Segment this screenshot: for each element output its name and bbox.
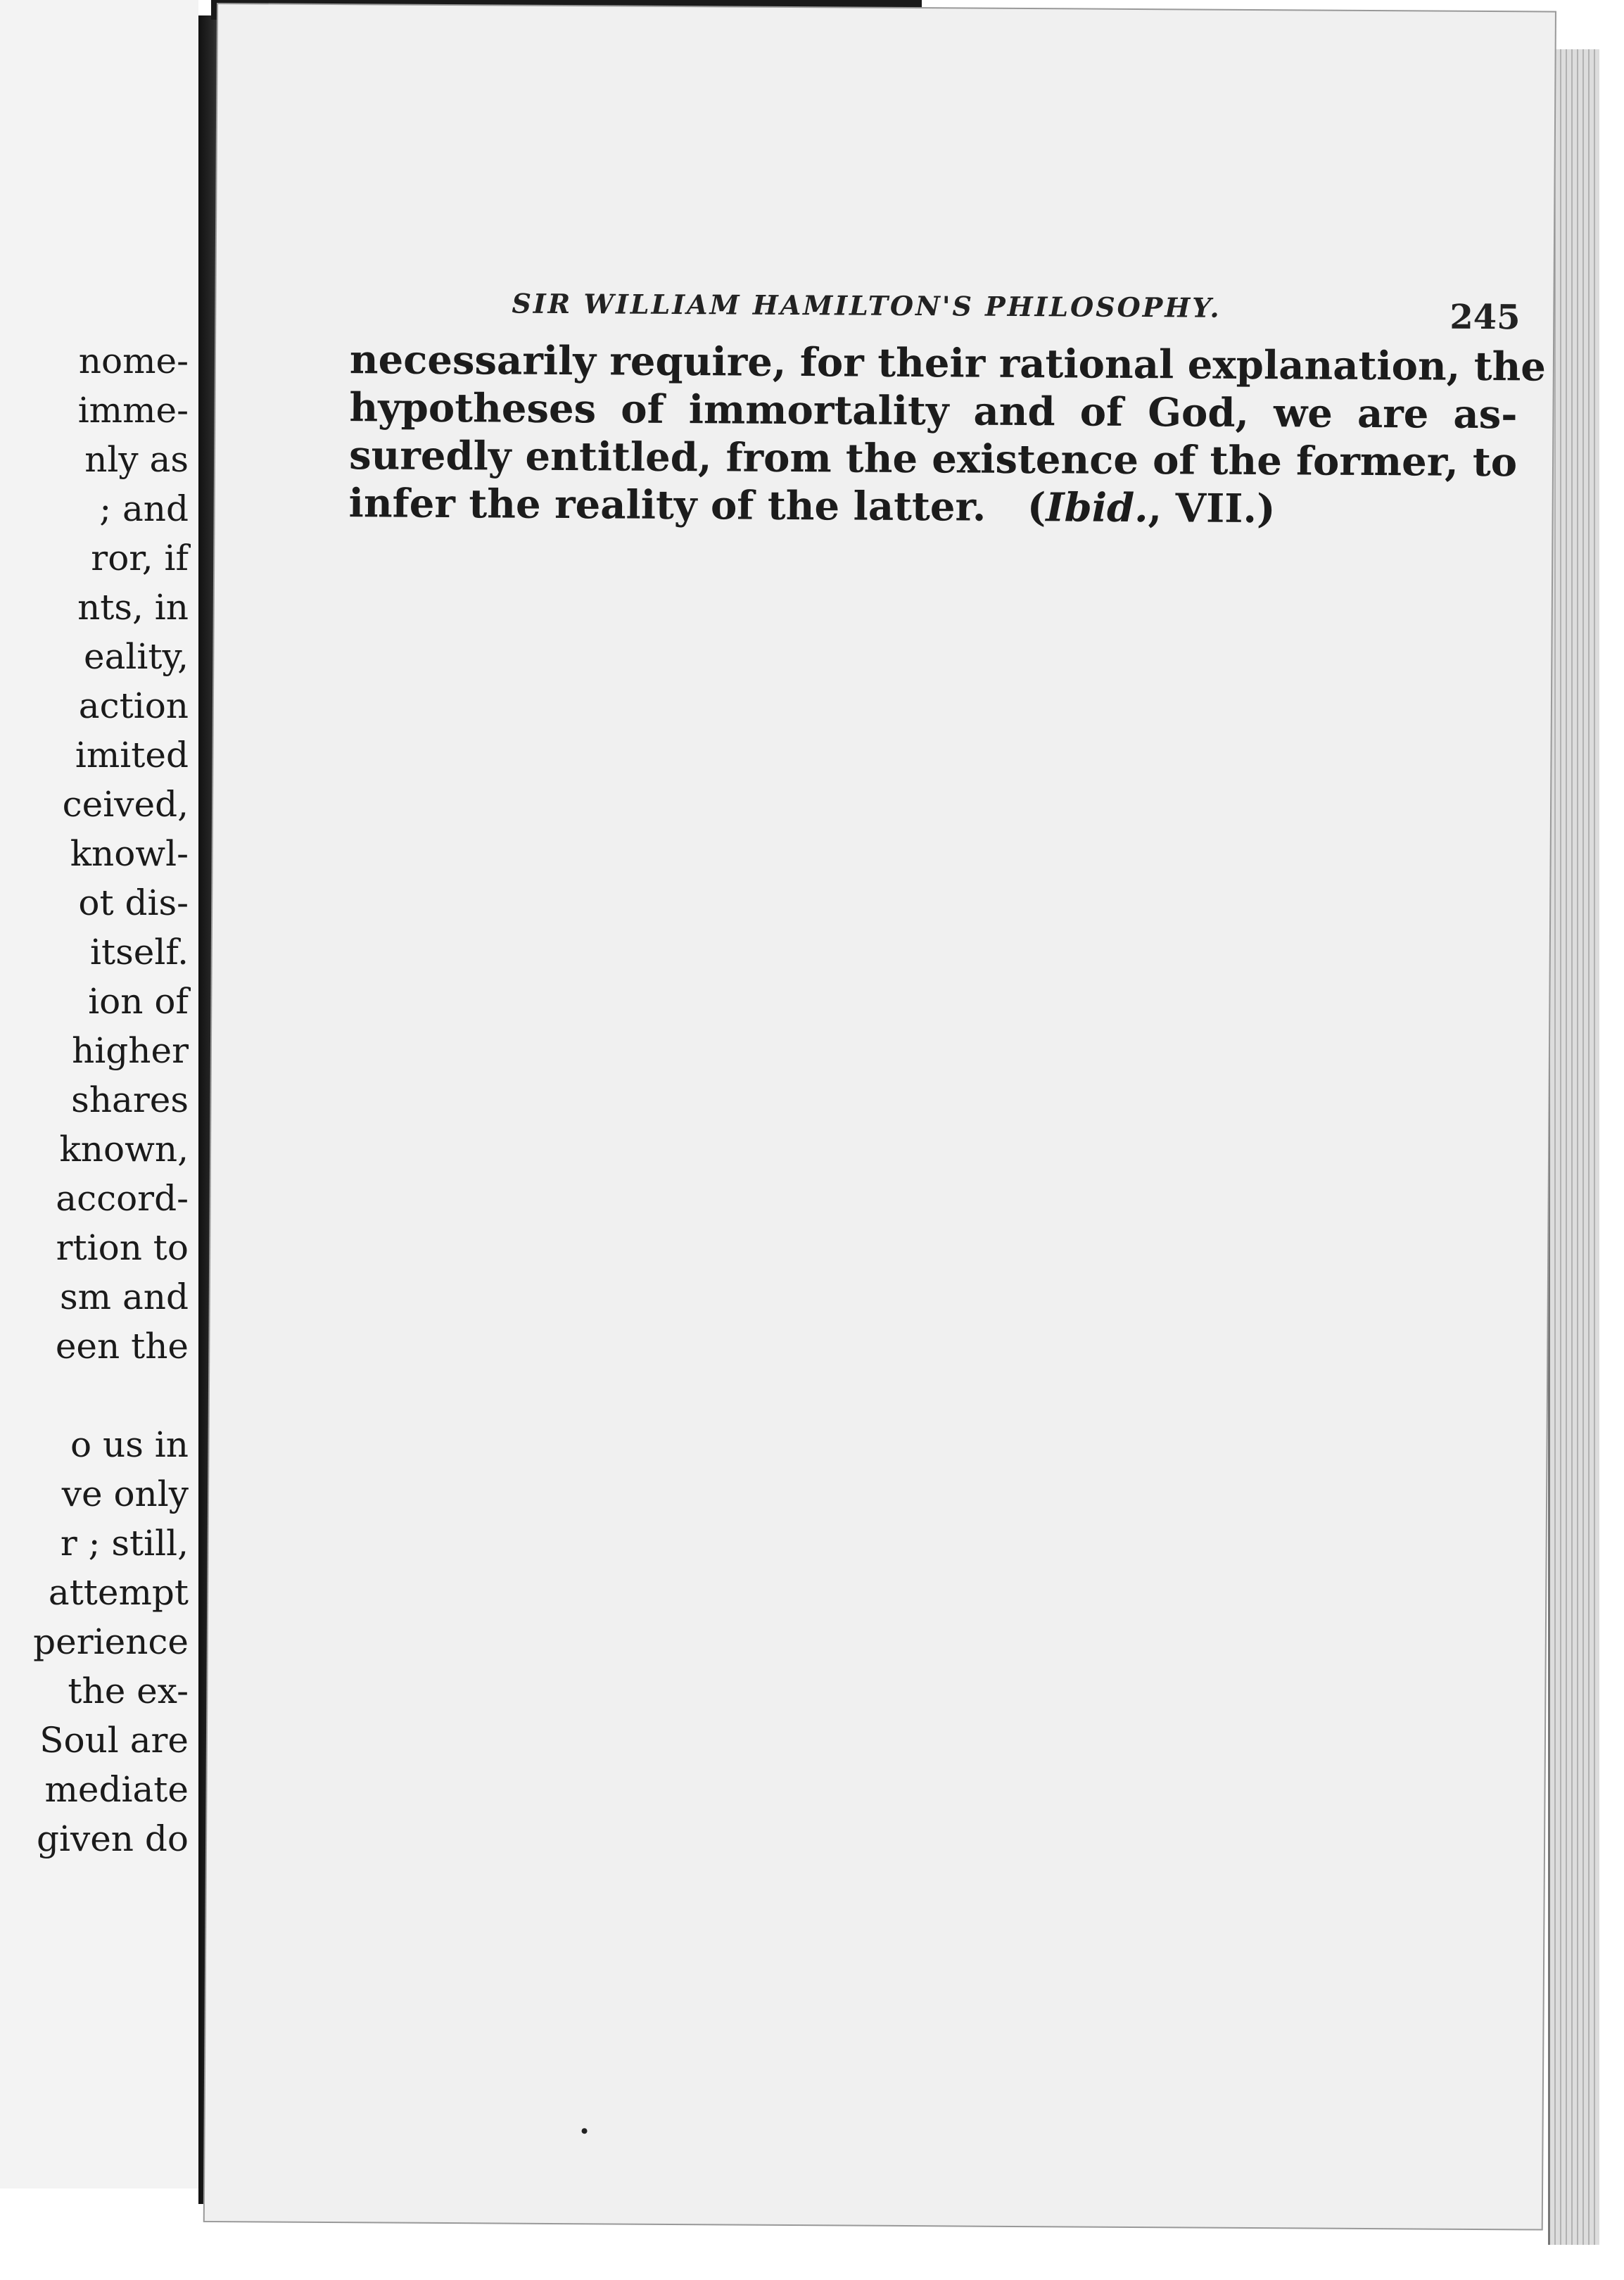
citation-open: ( bbox=[1027, 484, 1046, 531]
left-page-line bbox=[33, 1371, 189, 1420]
left-page-line: action bbox=[78, 685, 189, 726]
left-page-line: imme- bbox=[77, 390, 189, 431]
left-page-line: ion of bbox=[88, 981, 189, 1022]
left-page-line: itself. bbox=[90, 932, 189, 973]
left-page-line: mediate bbox=[44, 1769, 189, 1810]
left-page-line: ror, if bbox=[91, 538, 189, 578]
left-page-line: eality, bbox=[84, 636, 189, 677]
left-page-line: rtion to bbox=[56, 1227, 189, 1268]
citation-rest: , VII.) bbox=[1148, 485, 1276, 533]
left-page-line: ceived, bbox=[62, 784, 189, 825]
left-page-line: given do bbox=[36, 1818, 189, 1859]
running-head: SIR WILLIAM HAMILTON'S PHILOSOPHY. bbox=[512, 287, 1222, 324]
left-page-line: known, bbox=[59, 1129, 189, 1170]
left-page-line: ve only bbox=[61, 1474, 189, 1514]
citation-ibid: Ibid. bbox=[1046, 484, 1148, 532]
left-page-line: ot dis- bbox=[78, 882, 189, 923]
left-page-line: o us in bbox=[70, 1424, 189, 1465]
ink-speck bbox=[582, 2128, 588, 2134]
left-page-line: nly as bbox=[84, 439, 189, 480]
page-number: 245 bbox=[1449, 297, 1521, 338]
left-facing-page bbox=[0, 0, 198, 2189]
left-page-line: shares bbox=[71, 1079, 189, 1120]
body-line-3: suredly entitled, from the existence of the former, to bbox=[348, 432, 1518, 486]
left-page-line: nts, in bbox=[77, 587, 189, 628]
left-page-line: Soul are bbox=[39, 1720, 189, 1761]
body-line-1: necessarily require, for their rational explanation, the bbox=[349, 336, 1547, 391]
right-page bbox=[205, 4, 1555, 2229]
left-page-text bbox=[33, 336, 189, 1863]
left-page-line: higher bbox=[72, 1030, 189, 1071]
citation bbox=[1027, 484, 1276, 532]
body-line-2: hypotheses of immortality and of God, we are as- bbox=[349, 384, 1518, 438]
page-edges bbox=[1548, 49, 1599, 2245]
left-page-line: perience bbox=[33, 1621, 189, 1662]
body-line-4 bbox=[348, 479, 1516, 534]
left-page-line: attempt bbox=[48, 1572, 189, 1613]
body-text bbox=[348, 336, 1547, 534]
left-page-line: knowl- bbox=[70, 833, 189, 874]
left-page-line: ; and bbox=[99, 488, 189, 529]
left-page-line: sm and bbox=[60, 1277, 189, 1317]
body-line-4-text: infer the reality of the latter. bbox=[348, 480, 987, 531]
left-page-line: r ; still, bbox=[60, 1523, 189, 1564]
left-page-line: accord- bbox=[56, 1178, 189, 1219]
left-page-line: the ex- bbox=[68, 1671, 189, 1711]
left-page-line: nome- bbox=[78, 341, 189, 381]
left-page-line: imited bbox=[75, 735, 189, 775]
left-page-line: een the bbox=[55, 1326, 189, 1367]
